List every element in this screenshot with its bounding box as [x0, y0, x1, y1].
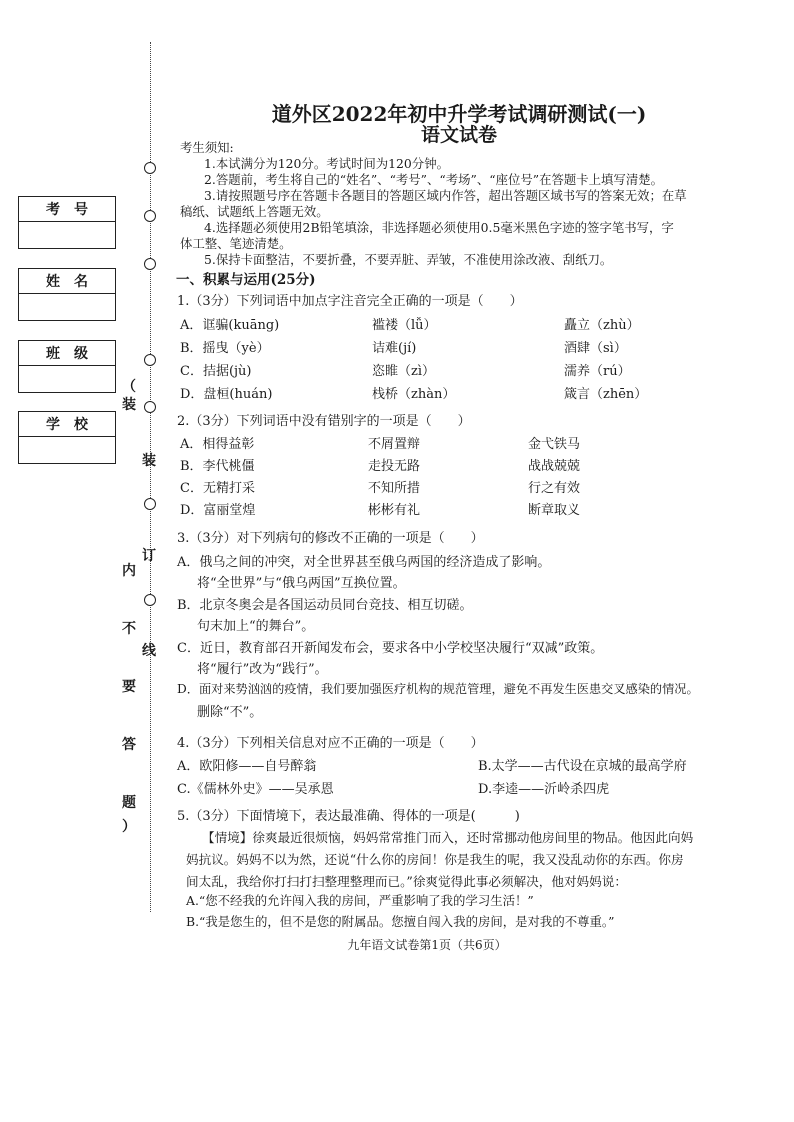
notice-line: 1.本试满分为120分。考试时间为120分钟。: [204, 156, 449, 171]
binding-char: 答: [122, 737, 136, 753]
q1-option: A．诓骗(kuāng): [180, 318, 280, 333]
binding-char: 要: [122, 679, 136, 695]
q1-option: 箴言（zhēn）: [564, 387, 648, 402]
page-footer: 九年语文试卷第1页（共6页）: [347, 938, 507, 952]
q1-option: 褴褛（lǚ）: [372, 318, 437, 333]
binding-char: 不: [122, 621, 136, 637]
q5-context: 间太乱，我给你打扫打扫整理整理而已。”徐爽觉得此事必须解决，他对妈妈说：: [186, 874, 627, 889]
name-field[interactable]: [19, 294, 115, 320]
binding-char: ）: [122, 819, 136, 835]
binding-hole-icon: [144, 498, 156, 510]
binding-char: 装: [122, 397, 136, 413]
question-4-stem: 4.（3分）下列相关信息对应不正确的一项是（ ）: [177, 736, 484, 751]
binding-char: 题: [122, 795, 136, 811]
school-label: 学 校: [19, 412, 115, 437]
class-label: 班 级: [19, 341, 115, 366]
q2-option: D．富丽堂煌: [180, 503, 256, 518]
exam-number-box: [18, 196, 116, 249]
question-5-stem: 5.（3分）下面情境下，表达最准确、得体的一项是( ): [177, 809, 520, 824]
binding-char: 线: [142, 643, 156, 659]
q3-line: B．北京冬奥会是各国运动员同台竞技、相互切磋。: [177, 598, 473, 613]
q1-option: 矗立（zhù）: [564, 318, 640, 333]
q4-option: D.李逵——沂岭杀四虎: [478, 782, 610, 797]
q3-line: 删除“不”。: [184, 705, 263, 720]
q3-line: 将“履行”改为“践行”。: [184, 662, 328, 677]
notice-line: 稿纸、试题纸上答题无效。: [180, 204, 329, 219]
binding-char: 装: [142, 453, 156, 469]
q1-option: B．摇曳（yè）: [180, 341, 270, 356]
q5-context: 【情境】徐爽最近很烦恼，妈妈常常推门而入，还时常挪动他房间里的物品。他因此向妈: [202, 830, 694, 845]
binding-char: （: [122, 379, 136, 395]
name-box: [18, 268, 116, 321]
q3-line: 句末加上“的舞台”。: [184, 619, 315, 634]
q2-option: 行之有效: [528, 481, 581, 496]
q5-option: B.“我是您生的，但不是您的附属品。您擅自闯入我的房间，是对我的不尊重。”: [186, 914, 615, 929]
school-box: [18, 411, 116, 464]
q2-option: 战战兢兢: [528, 459, 581, 474]
q5-option: A.“您不经我的允许闯入我的房间，严重影响了我的学习生活！”: [186, 893, 534, 908]
notice-line: 4.选择题必须使用2B铅笔填涂，非选择题必须使用0.5毫米黑色字迹的签字笔书写，字: [204, 220, 674, 235]
binding-hole-icon: [144, 401, 156, 413]
binding-hole-icon: [144, 210, 156, 222]
class-box: [18, 340, 116, 393]
q2-option: B．李代桃僵: [180, 459, 255, 474]
binding-char: 内: [122, 563, 136, 579]
exam-number-label: 考 号: [19, 197, 115, 222]
q2-option: 不屑置辩: [368, 437, 421, 452]
q5-context: 妈抗议。妈妈不以为然，还说“什么你的房间！你是我生的呢，我又没乱动你的东西。你房: [186, 852, 684, 867]
q4-option: A．欧阳修——自号醉翁: [177, 759, 317, 774]
q2-option: 不知所措: [368, 481, 421, 496]
page-title: 道外区2022年初中升学考试调研测试(一): [271, 102, 647, 126]
binding-hole-icon: [144, 594, 156, 606]
q1-option: 酒肆（sì）: [564, 341, 627, 356]
q3-line: C．近日，教育部召开新闻发布会，要求各中小学校坚决履行“双减”政策。: [177, 641, 604, 656]
question-3-stem: 3.（3分）对下列病句的修改不正确的一项是（ ）: [177, 531, 484, 546]
question-1-stem: 1.（3分）下列词语中加点字注音完全正确的一项是（ ）: [177, 294, 523, 309]
q3-line: 将“全世界”与“俄乌两国”互换位置。: [184, 576, 406, 591]
binding-hole-icon: [144, 258, 156, 270]
q1-option: D．盘桓(huán): [180, 387, 273, 402]
notice-heading: 考生须知:: [180, 140, 234, 155]
binding-hole-icon: [144, 162, 156, 174]
class-field[interactable]: [19, 366, 115, 392]
q1-option: C．拮据(jù): [180, 364, 252, 379]
name-label: 姓 名: [19, 269, 115, 294]
q2-option: 断章取义: [528, 503, 581, 518]
q1-option: 恣睢（zì）: [372, 364, 436, 379]
notice-line: 5.保持卡面整洁，不要折叠，不要弄脏、弄皱，不准使用涂改液、刮纸刀。: [204, 252, 613, 267]
page-subtitle: 语文试卷: [420, 124, 497, 146]
q3-line: A．俄乌之间的冲突，对全世界甚至俄乌两国的经济造成了影响。: [177, 555, 551, 570]
q2-option: 金弋铁马: [528, 437, 581, 452]
binding-hole-icon: [144, 354, 156, 366]
exam-number-field[interactable]: [19, 222, 115, 248]
question-2-stem: 2.（3分）下列词语中没有错别字的一项是（ ）: [177, 414, 471, 429]
q4-option: C.《儒林外史》——吴承恩: [177, 782, 334, 797]
school-field[interactable]: [19, 437, 115, 463]
q2-option: A．相得益彰: [180, 437, 255, 452]
notice-line: 3.请按照题号序在答题卡各题目的答题区域内作答，超出答题区域书写的答案无效；在草: [204, 188, 687, 203]
q2-option: 走投无路: [368, 459, 421, 474]
binding-char: 订: [142, 548, 156, 564]
section-heading: 一、积累与运用(25分): [176, 272, 316, 288]
q1-option: 栈桥（zhàn）: [372, 387, 456, 402]
q2-option: C．无精打采: [180, 481, 255, 496]
q2-option: 彬彬有礼: [368, 503, 421, 518]
notice-line: 2.答题前，考生将自己的“姓名”、“考号”、“考场”、“座位号”在答题卡上填写清楚。: [204, 172, 663, 187]
q4-option: B.太学——古代设在京城的最高学府: [478, 759, 687, 774]
notice-line: 体工整、笔迹清楚。: [180, 236, 292, 251]
q1-option: 诘难(jí): [372, 341, 417, 356]
q3-line: D．面对来势汹汹的疫情，我们要加强医疗机构的规范管理，避免不再发生医患交叉感染的情况。: [177, 682, 699, 696]
q1-option: 濡养（rú）: [564, 364, 631, 379]
